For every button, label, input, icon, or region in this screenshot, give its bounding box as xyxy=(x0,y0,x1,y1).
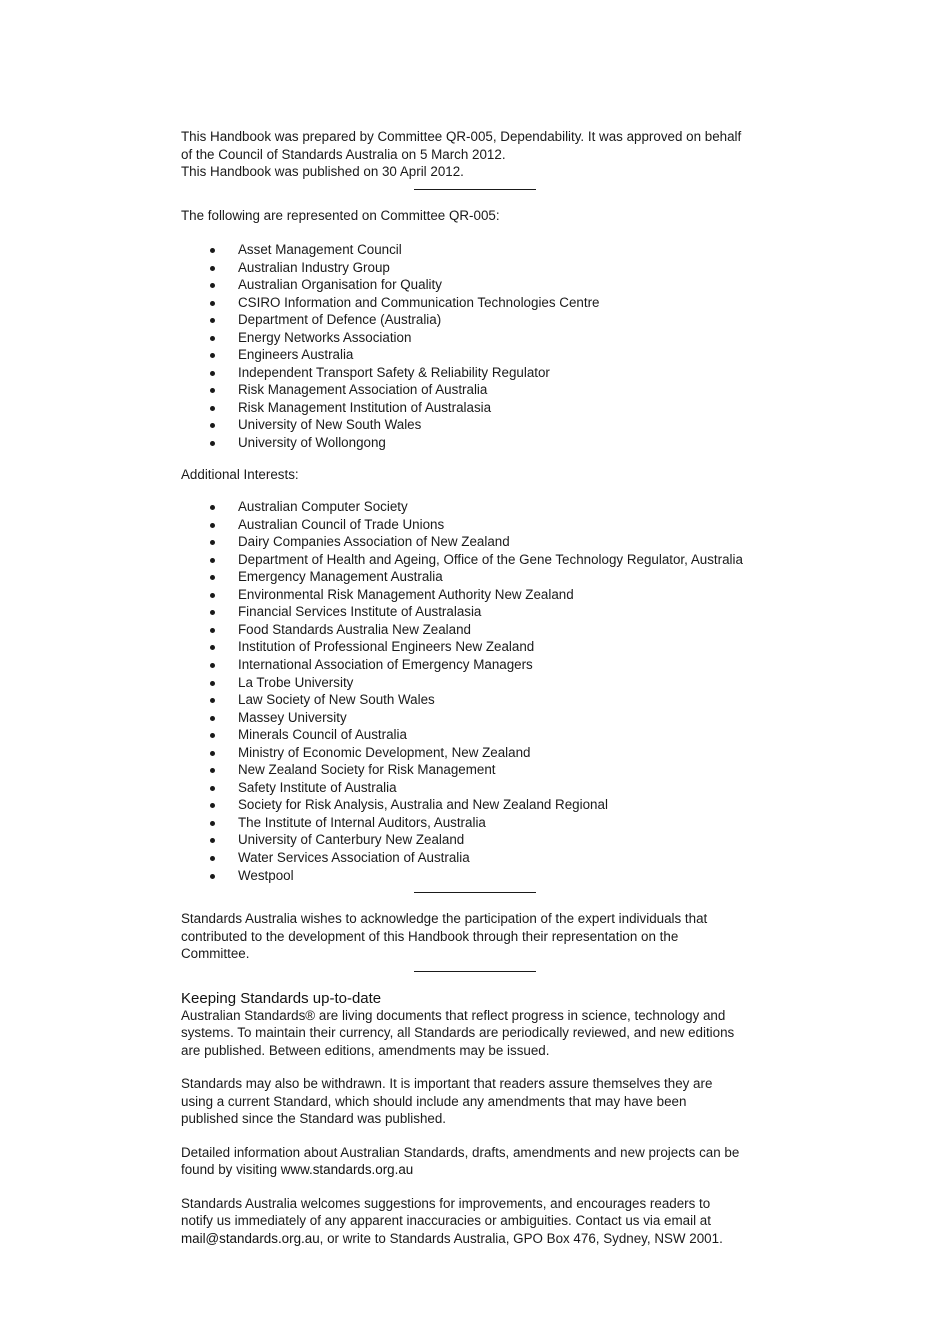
page-content xyxy=(181,128,781,1247)
list-item: Safety Institute of Australia xyxy=(181,779,781,797)
paragraph-line: Standards may also be withdrawn. It is important that readers assure themselves they are xyxy=(181,1076,713,1092)
list-item: Australian Council of Trade Unions xyxy=(181,516,781,534)
paragraph-line xyxy=(181,1230,781,1248)
intro-line: This Handbook was prepared by Committee QR-005, Dependability. It was approved on behalf xyxy=(181,129,742,144)
list-item: Energy Networks Association xyxy=(181,329,781,347)
intro-block xyxy=(181,128,781,181)
list-item: Ministry of Economic Development, New Zealand xyxy=(181,744,781,762)
paragraph-line: using a current Standard, which should include any amendments that may have been xyxy=(181,1093,687,1109)
paragraph-line xyxy=(181,1161,781,1179)
paragraph-line: published since the Standard was published. xyxy=(181,1111,447,1127)
divider-rule xyxy=(414,892,536,893)
intro-line: of the Council of Standards Australia on 5 March 2012. xyxy=(181,146,506,162)
email-link[interactable]: mail@standards.org.au xyxy=(181,1230,320,1246)
list-item: Independent Transport Safety & Reliability Regulator xyxy=(181,364,781,382)
paragraph-line: systems. To maintain their currency, all Standards are periodically reviewed, and new editions xyxy=(181,1025,735,1041)
acknowledgement-line: contributed to the development of this Handbook through their representation on the xyxy=(181,928,679,944)
website-link[interactable]: www.standards.org.au xyxy=(280,1162,414,1178)
section-heading: Keeping Standards up-to-date xyxy=(181,989,382,1007)
paragraph-text: found by visiting xyxy=(181,1162,281,1178)
list-item: Water Services Association of Australia xyxy=(181,849,781,867)
intro-line: This Handbook was published on 30 April 2012. xyxy=(181,164,464,179)
committee-heading: The following are represented on Committee QR-005: xyxy=(181,207,500,223)
list-item: Asset Management Council xyxy=(181,241,781,259)
list-item: Minerals Council of Australia xyxy=(181,726,781,744)
list-item: Dairy Companies Association of New Zealand xyxy=(181,533,781,551)
list-item: Massey University xyxy=(181,709,781,727)
keeping-para-1 xyxy=(181,1007,781,1060)
list-item: Food Standards Australia New Zealand xyxy=(181,621,781,639)
list-item: Department of Defence (Australia) xyxy=(181,311,781,329)
list-item: Australian Computer Society xyxy=(181,498,781,516)
committee-member-list xyxy=(181,241,781,452)
divider-rule xyxy=(414,971,536,972)
acknowledgement-line: Committee. xyxy=(181,946,250,962)
list-item: Australian Industry Group xyxy=(181,259,781,277)
list-item: Westpool xyxy=(181,867,781,885)
paragraph-line: Detailed information about Australian Standards, drafts, amendments and new projects can be xyxy=(181,1144,740,1160)
list-item: Financial Services Institute of Australasia xyxy=(181,603,781,621)
list-item: Engineers Australia xyxy=(181,346,781,364)
acknowledgement-block xyxy=(181,910,781,963)
paragraph-line: are published. Between editions, amendments may be issued. xyxy=(181,1042,550,1058)
list-item: Law Society of New South Wales xyxy=(181,691,781,709)
list-item: University of Canterbury New Zealand xyxy=(181,831,781,849)
list-item: Institution of Professional Engineers New Zealand xyxy=(181,638,781,656)
keeping-para-4 xyxy=(181,1195,781,1248)
list-item: University of New South Wales xyxy=(181,416,781,434)
paragraph-text: , or write to Standards Australia, GPO Box 476, Sydney, NSW 2001. xyxy=(319,1230,723,1246)
list-item: Department of Health and Ageing, Office of the Gene Technology Regulator, Australia xyxy=(181,551,781,569)
list-item: CSIRO Information and Communication Technologies Centre xyxy=(181,294,781,312)
list-item: International Association of Emergency Managers xyxy=(181,656,781,674)
keeping-para-2 xyxy=(181,1075,781,1128)
keeping-para-3 xyxy=(181,1144,781,1179)
list-item: Emergency Management Australia xyxy=(181,568,781,586)
paragraph-line: Standards Australia welcomes suggestions for improvements, and encourages readers to xyxy=(181,1195,711,1211)
divider-rule xyxy=(414,189,536,190)
list-item: University of Wollongong xyxy=(181,434,781,452)
list-item: La Trobe University xyxy=(181,674,781,692)
list-item: Society for Risk Analysis, Australia and New Zealand Regional xyxy=(181,796,781,814)
paragraph-line: notify us immediately of any apparent inaccuracies or ambiguities. Contact us via email at xyxy=(181,1213,711,1229)
list-item: The Institute of Internal Auditors, Australia xyxy=(181,814,781,832)
additional-interest-list xyxy=(181,498,781,884)
list-item: New Zealand Society for Risk Management xyxy=(181,761,781,779)
list-item: Risk Management Institution of Australasia xyxy=(181,399,781,417)
acknowledgement-line: Standards Australia wishes to acknowledge the participation of the expert individuals that xyxy=(181,911,708,927)
additional-heading: Additional Interests: xyxy=(181,466,299,482)
list-item: Australian Organisation for Quality xyxy=(181,276,781,294)
list-item: Environmental Risk Management Authority New Zealand xyxy=(181,586,781,604)
paragraph-line: Australian Standards® are living documents that reflect progress in science, technology and xyxy=(181,1007,726,1023)
list-item: Risk Management Association of Australia xyxy=(181,381,781,399)
